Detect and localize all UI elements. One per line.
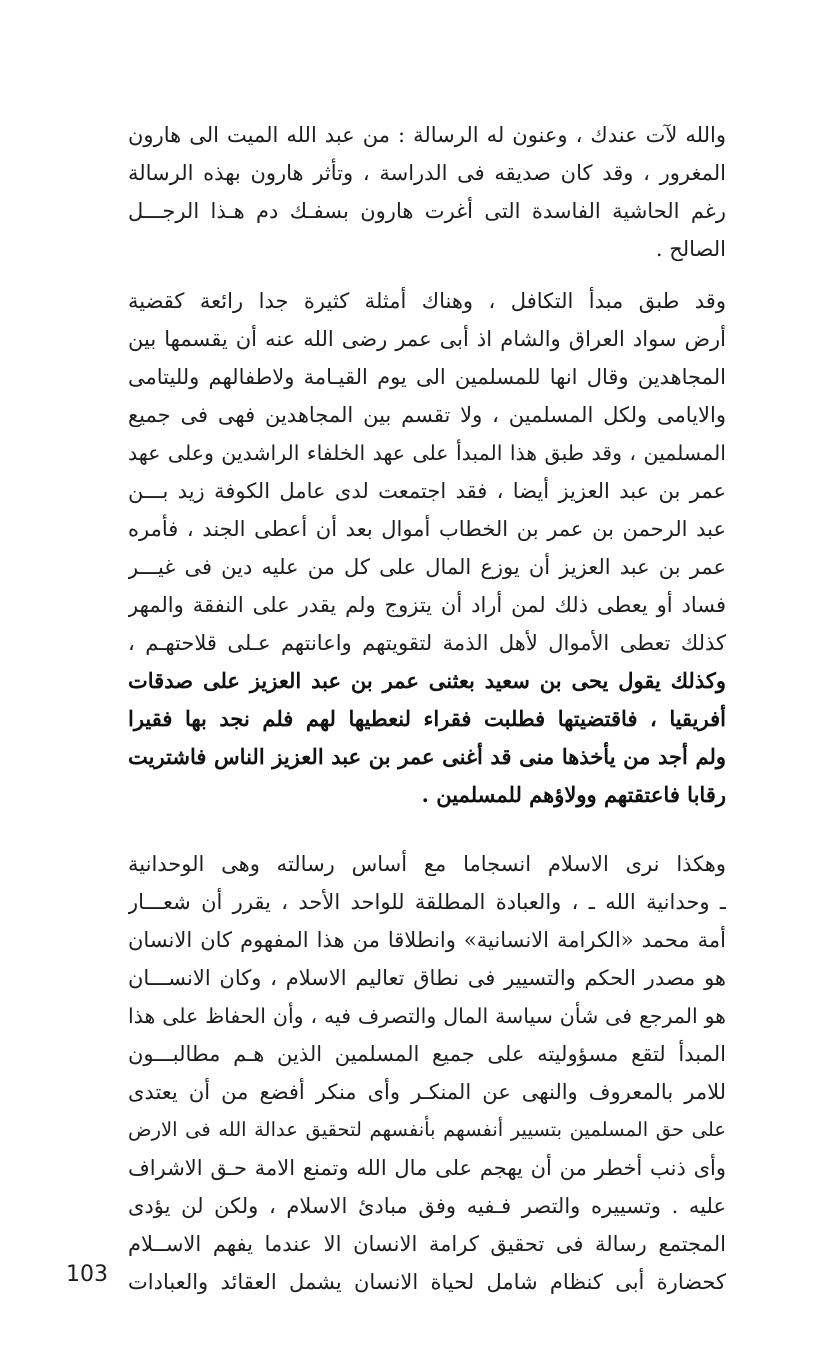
paragraph-1 [128,116,726,268]
paragraph-line: أمة محمد «الكرامة الانسانية» وانطلاقا من هذا المفهوم كان الانسان [128,928,726,952]
paragraph-line: كحضارة أبى كنظام شامل لحياة الانسان يشمل العقائد والعبادات [128,1270,726,1294]
paragraph-line: والايامى ولكل المسلمين ، ولا تقسم بين المجاهدين فهى فى جميع [128,403,726,427]
paragraph-line: أرض سواد العراق والشام اذ أبى عمر رضى الله عنه أن يقسمها بين [128,327,726,351]
paragraph-line: عبد الرحمن بن عمر بن الخطاب أموال بعد أن أعطى الجند ، فأمره [128,517,726,541]
paragraph-line: على حق المسلمين بتسيير أنفسهم بأنفسهم لتحقيق عدالة الله فى الارض [128,1118,726,1141]
paragraph-line: هو مصدر الحكم والتسيير فى نطاق تعاليم الاسلام ، وكان الانســـان [128,966,726,990]
quote-line: أفريقيا ، فاقتضيتها فطلبت فقراء لنعطيها لهم فلم نجد بها فقيرا [128,706,726,731]
page-number: 103 [66,1262,108,1287]
paragraph-line: كذلك تعطى الأموال لأهل الذمة لتقويتهم واعانتهم عـلى قلاحتهـم ، [128,631,726,655]
paragraph-line: ـ وحدانية الله ـ ، والعبادة المطلقة للواحد الأحد ، يقرر أن شعـــار [128,890,726,914]
paragraph-line: المسلمين ، وقد طبق هذا المبدأ على عهد الخلفاء الراشدين وعلى عهد [128,441,726,465]
paragraph-line: الصالح . [655,237,726,261]
paragraph-line: المغرور ، وقد كان صديقه فى الدراسة ، وتأثر هارون بهذه الرسالة [128,161,726,185]
paragraph-line: وأى ذنب أخطر من أن يهجم على مال الله وتمنع الامة حـق الاشراف [128,1156,726,1180]
quote-line: رقابا فاعتقتهم وولاؤهم للمسلمين . [421,782,726,807]
paragraph-line: عليه . وتسييره والتصر فـفيه وفق مبادئ الاسلام ، ولكن لن يؤدى [128,1194,726,1218]
paragraph-3 [128,845,726,1301]
paragraph-line: رغم الحاشية الفاسدة التى أغرت هارون بسفـك دم هـذا الرجـــل [128,199,726,223]
paragraph-2 [128,282,726,814]
paragraph-line: المجتمع رسالة فى تحقيق كرامة الانسان الا عندما يفهم الاســلام [128,1232,726,1256]
paragraph-line: وقد طبق مبدأ التكافل ، وهناك أمثلة كثيرة جدا رائعة كقضية [128,289,726,313]
paragraph-line: عمر بن عبد العزيز أن يوزع المال على كل من عليه دين فى غيـــر [128,555,726,579]
paragraph-line: والله لآت عندك ، وعنون له الرسالة : من عبد الله الميت الى هارون [128,123,726,147]
paragraph-line: المبدأ لتقع مسؤوليته على جميع المسلمين الذين هـم مطالبـــون [128,1042,726,1066]
paragraph-line: عمر بن عبد العزيز أيضا ، فقد اجتمعت لدى عامل الكوفة زيد بـــن [128,479,726,503]
paragraph-line: المجاهدين وقال انها للمسلمين الى يوم القيـامة ولاطفالهم وللیتامى [128,365,726,389]
paragraph-line: فساد أو يعطى ذلك لمن أراد أن يتزوج ولم يقدر على النفقة والمهر [128,593,726,617]
quote-line: وكذلك يقول يحى بن سعيد بعثنى عمر بن عبد العزيز على صدقات [128,668,726,693]
quote-line: ولم أجد من يأخذها منى قد أغنى عمر بن عبد العزيز الناس فاشتريت [128,744,726,769]
paragraph-line: للامر بالمعروف والنهى عن المنكـر وأى منكر أفضع من أن يعتدى [128,1080,726,1104]
paragraph-line: وهكذا نرى الاسلام انسجاما مع أساس رسالته وهى الوحدانية [128,852,726,876]
paragraph-line: هو المرجع فى شأن سياسة المال والتصرف فيه ، وأن الحفاظ على هذا [128,1004,726,1028]
